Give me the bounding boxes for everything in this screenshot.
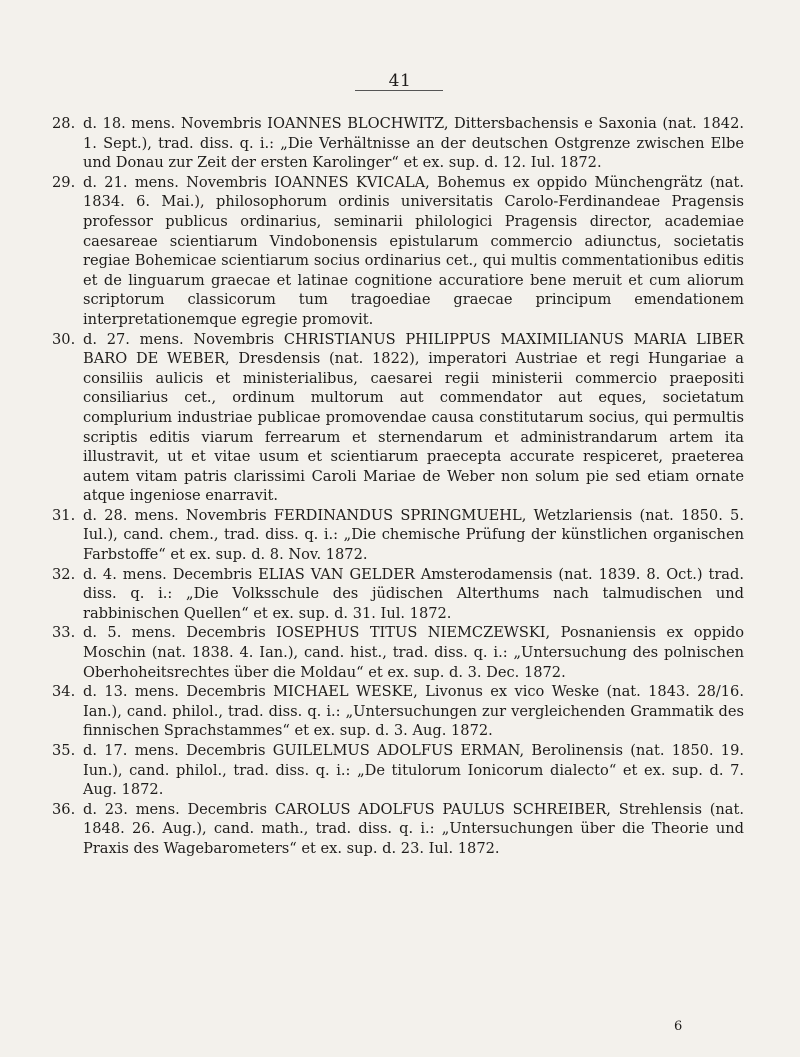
- entry-number: 31.: [52, 506, 76, 524]
- list-item: [52, 623, 744, 682]
- header-rule: [355, 90, 443, 91]
- list-item: [52, 565, 744, 624]
- entry-text: d. 5. mens. Decembris IOSEPHUS TITUS NIEMCZEWSKI, Posnaniensis ex oppido Moschin (nat. 1838. 4. Ian.), cand. hist., trad. diss. q. i.: „Untersuchung des polnischen Oberhoheitsrechtes über die Moldau“ et ex. sup. d. 3. Dec. 1872.: [83, 624, 744, 681]
- page-number: 41: [388, 71, 412, 91]
- signature-mark: 6: [674, 1019, 683, 1034]
- entry-text: d. 23. mens. Decembris CAROLUS ADOLFUS PAULUS SCHREIBER, Strehlensis (nat. 1848. 26. Aug.), cand. math., trad. diss. q. i.: „Untersuchungen über die Theorie und Praxis des Wagebarometers“ et ex. sup. d. 23. Iul. 1872.: [83, 800, 744, 857]
- list-item: [52, 330, 744, 506]
- entry-text: d. 17. mens. Decembris GUILELMUS ADOLFUS ERMAN, Berolinensis (nat. 1850. 19. Iun.), cand. philol., trad. diss. q. i.: „De titulorum Ionicorum dialecto“ et ex. sup. d. 7. Aug. 1872.: [83, 742, 744, 799]
- entry-number: 33.: [52, 624, 76, 642]
- entry-number: 34.: [52, 683, 76, 701]
- entry-text: d. 13. mens. Decembris MICHAEL WESKE, Livonus ex vico Weske (nat. 1843. 28/16. Ian.), cand. philol., trad. diss. q. i.: „Untersuchungen zur vergleichenden Grammatik des finnischen Sprachstammes“ et ex. sup. d. 3. Aug. 1872.: [83, 683, 744, 740]
- list-item: [52, 800, 744, 859]
- entry-text: d. 27. mens. Novembris CHRISTIANUS PHILIPPUS MAXIMILIANUS MARIA LIBER BARO DE WEBER, Dresdensis (nat. 1822), imperatori Austriae et regi Hungariae a consiliis aulicis et ministerialibus, caesarei regii ministerii commercio praepositi consiliarius cet., ordinum multorum aut commendator aut eques, societatum complurium industriae publicae promovendae causa constitutarum socius, qui permultis scriptis editis viarum ferrearum et sternendarum et administrandarum artem ita illustravit, ut et vitae usum et scientiarum praecepta accurate respiceret, praeterea autem vitam patris clarissimi Caroli Mariae de Weber non solum pie sed etiam ornate atque ingeniose enarravit.: [83, 330, 744, 505]
- entry-number: 36.: [52, 800, 76, 818]
- entry-number: 29.: [52, 173, 76, 191]
- entry-text: d. 4. mens. Decembris ELIAS VAN GELDER Amsterodamensis (nat. 1839. 8. Oct.) trad. diss. q. i.: „Die Volksschule des jüdischen Alterthums nach talmudischen und rabbinischen Quellen“ et ex. sup. d. 31. Iul. 1872.: [83, 565, 744, 622]
- list-item: [52, 114, 744, 173]
- entry-list: [52, 114, 744, 859]
- entry-number: 35.: [52, 742, 76, 759]
- entry-text: d. 28. mens. Novembris FERDINANDUS SPRINGMUEHL, Wetzlariensis (nat. 1850. 5. Iul.), cand. chem., trad. diss. q. i.: „Die chemische Prüfung der künstlichen organischen Farbstoffe“ et ex. sup. d. 8. Nov. 1872.: [83, 506, 744, 564]
- entry-number: 32.: [52, 565, 76, 583]
- list-item: [52, 506, 744, 565]
- entry-text: d. 21. mens. Novembris IOANNES KVICALA, Bohemus ex oppido Münchengrätz (nat. 1834. 6. Mai.), philosophorum ordinis universitatis Carolo-Ferdinandeae Pragensis professor publicus ordinarius, seminarii philologici Pragensis director, academiae caesareae scientiarum Vindobonensis epistularum commercio adiunctus, societatis regiae Bohemicae scientiarum socius ordinarius cet., qui multis commentationibus editis et de linguarum graecae et latinae cognitione accuratiore bene meruit et cum aliorum scriptorum classicorum tum tragoediae graecae principum emendationem interpretationemque egregie promovit.: [83, 173, 744, 328]
- list-item: [52, 682, 744, 741]
- list-item: [52, 741, 744, 800]
- entry-number: 28.: [52, 115, 76, 132]
- entry-number: 30.: [52, 330, 76, 348]
- entry-text: d. 18. mens. Novembris IOANNES BLOCHWITZ, Dittersbachensis e Saxonia (nat. 1842. 1. Sept.), trad. diss. q. i.: „Die Verhältnisse an der deutschen Ostgrenze zwischen Elbe und Donau zur Zeit der ersten Karolinger“ et ex. sup. d. 12. Iul. 1872.: [83, 115, 744, 172]
- list-item: [52, 173, 744, 330]
